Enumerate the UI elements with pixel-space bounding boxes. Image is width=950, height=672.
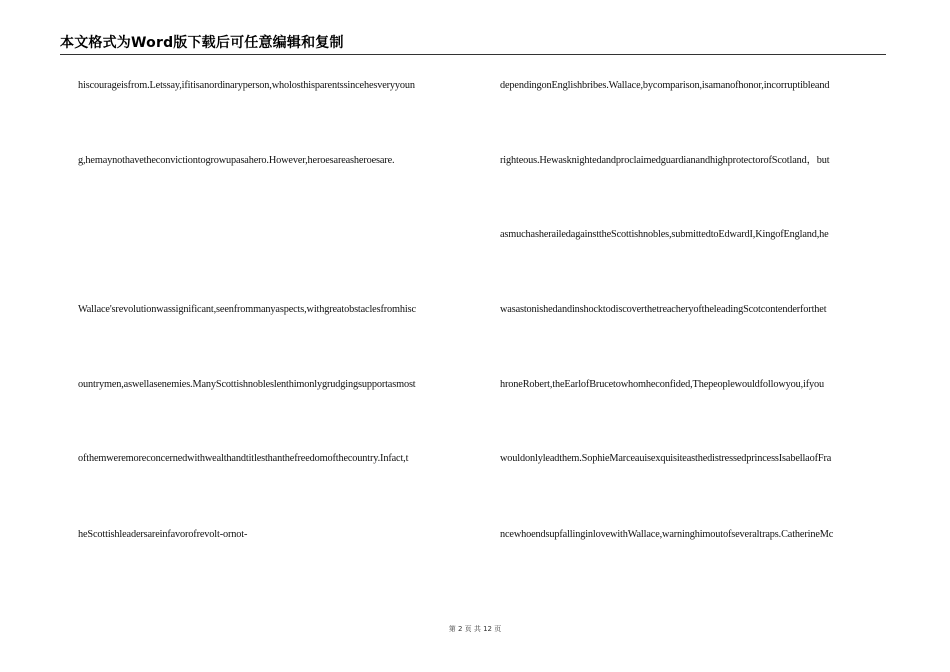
body-text-line: wouldonlyleadthem.SophieMarceauisexquisiteasthedistressedprincessIsabellaofFra (500, 453, 832, 464)
body-text-line: asmuchasherailedagainsttheScottishnobles,submittedtoEdwardI,KingofEngland,he (500, 229, 829, 240)
body-text-line: g,hemaynothavetheconvictiontogrowupasahero.However,heroesareasheroesare. (78, 155, 395, 166)
body-text-line: heScottishleadersareinfavorofrevolt-ornot- (78, 529, 248, 540)
body-text-line: hroneRobert,theEarlofBrucetowhomheconfided,Thepeoplewouldfollowyou,ifyou (500, 379, 825, 390)
body-text-line: wasastonishedandinshocktodiscoverthetreacheryoftheleadingScotcontenderforthet (500, 304, 827, 315)
body-text-line: ncewhoendsupfallinginlovewithWallace,warninghimoutofseveraltraps.CatherineMc (500, 529, 834, 540)
body-text-line: Wallace'srevolutionwassignificant,seenfrommanyaspects,withgreatobstaclesfromhisc (78, 304, 416, 315)
left-text-column (78, 0, 466, 672)
body-text-line: ountrymen,aswellasenemies.ManyScottishnobleslenthimonlygrudgingsupportasmost (78, 379, 416, 390)
right-text-column (500, 0, 886, 672)
body-text-line: hiscourageisfrom.Letssay,ifitisanordinaryperson,wholosthisparentssincehesveryyoun (78, 80, 415, 91)
page-number-footer: 第 2 页 共 12 页 (448, 625, 502, 633)
page-header-title: 本文格式为Word版下载后可任意编辑和复制 (60, 35, 344, 51)
body-text-line: dependingonEnglishbribes.Wallace,bycomparison,isamanofhonor,incorruptibleand (500, 80, 830, 91)
body-text-line: righteous.HewasknightedandproclaimedguardianandhighprotectorofScotland，but (500, 155, 830, 166)
body-text-line: ofthemweremoreconcernedwithwealthandtitlesthanthefreedomofthecountry.Infact,t (78, 453, 409, 464)
